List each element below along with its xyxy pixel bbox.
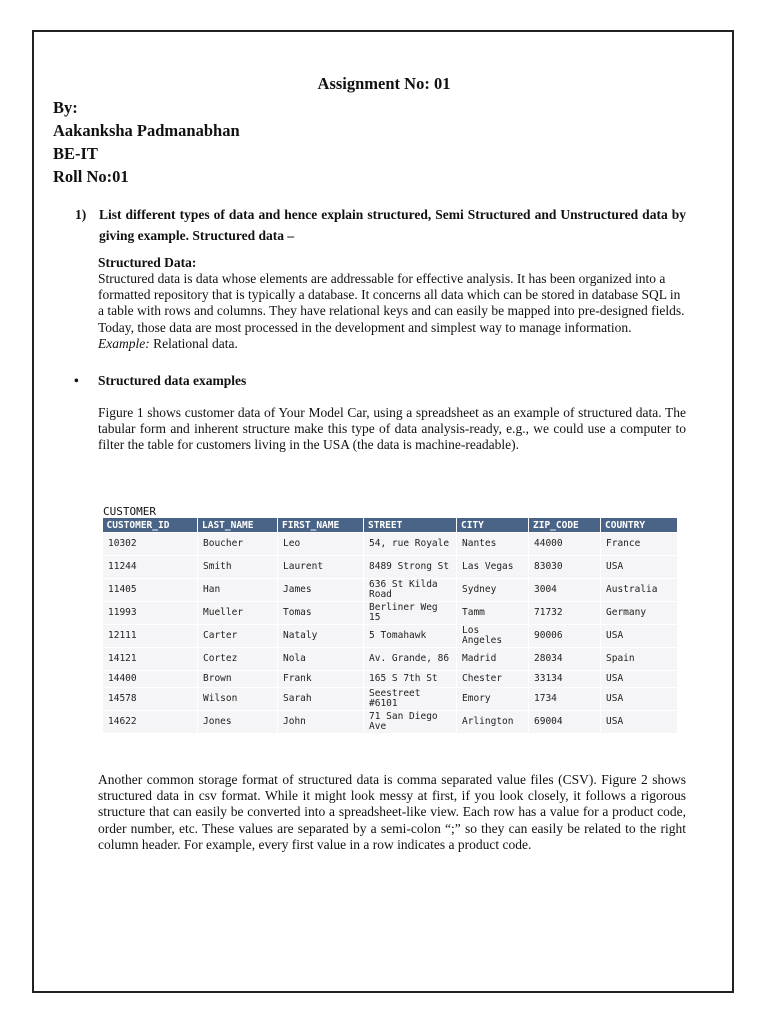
table-cell: James [278, 579, 364, 602]
example-text: Relational data. [153, 335, 238, 351]
table-cell: Carter [198, 625, 278, 648]
by-label: By: [53, 98, 78, 117]
csv-paragraph: Another common storage format of structured data is comma separated value files (CSV). Figure 2 shows structured data in csv format. While it might look messy at first, if you look closely, it follows a rigorous structure that can easily be converted into a spreadsheet-like view. Each row has a value for a product code, order number, etc. These values are separated by a semi-colon “;” so they can easily be related to the right column header. For example, every first value in a row indicates a product code. [98, 772, 686, 852]
table-cell: 33134 [529, 671, 601, 688]
table-cell: Nola [278, 648, 364, 671]
table-cell: Av. Grande, 86 [364, 648, 457, 671]
table-cell: Cortez [198, 648, 278, 671]
table-cell: Tamm [457, 602, 529, 625]
table-cell: USA [601, 671, 678, 688]
table-cell: Australia [601, 579, 678, 602]
table-cell: Los Angeles [457, 625, 529, 648]
table-row [103, 648, 678, 671]
table-row [103, 533, 678, 556]
table-cell: Jones [198, 711, 278, 734]
department: BE-IT [53, 144, 98, 163]
table-cell: France [601, 533, 678, 556]
table-cell: USA [601, 625, 678, 648]
table-cell: 14578 [103, 688, 198, 711]
table-row [103, 671, 678, 688]
table-cell: 11993 [103, 602, 198, 625]
table-cell: 3004 [529, 579, 601, 602]
customer-table-figure [102, 505, 677, 734]
table-cell: Seestreet #6101 [364, 688, 457, 711]
figure1-paragraph: Figure 1 shows customer data of Your Model Car, using a spreadsheet as an example of structured data. The tabular form and inherent structure make this type of data analysis-ready, e.g., we could use a computer to filter the table for customers living in the USA (the data is machine-readable). [98, 405, 686, 453]
table-row [103, 625, 678, 648]
column-header: STREET [364, 518, 457, 533]
column-header: CITY [457, 518, 529, 533]
table-cell: 71 San Diego Ave [364, 711, 457, 734]
table-cell: 14400 [103, 671, 198, 688]
table-cell: Mueller [198, 602, 278, 625]
structured-heading: Structured Data: [98, 255, 197, 270]
table-cell: 5 Tomahawk [364, 625, 457, 648]
table-cell: Nantes [457, 533, 529, 556]
bullet-icon: • [74, 373, 79, 388]
table-cell: 14121 [103, 648, 198, 671]
structured-text: Structured data is data whose elements are addressable for effective analysis. It has been organized into a formatted repository that is typically a database. It concerns all data which can be stored in database SQL in a table with rows and columns. They have relational keys and can easily be mapped into pre-designed fields. Today, those data are most processed in the development and simplest way to manage information. [98, 271, 685, 335]
table-cell: 69004 [529, 711, 601, 734]
column-header: CUSTOMER_ID [103, 518, 198, 533]
table-cell: Sydney [457, 579, 529, 602]
table-cell: Las Vegas [457, 556, 529, 579]
table-row [103, 579, 678, 602]
table-cell: USA [601, 556, 678, 579]
table-cell: USA [601, 711, 678, 734]
table-cell: 165 S 7th St [364, 671, 457, 688]
table-cell: 90006 [529, 625, 601, 648]
customer-table [102, 518, 678, 734]
table-cell: Frank [278, 671, 364, 688]
table-cell: Emory [457, 688, 529, 711]
examples-heading: Structured data examples [98, 373, 247, 388]
table-cell: Nataly [278, 625, 364, 648]
roll-number: Roll No:01 [53, 167, 129, 186]
table-cell: Brown [198, 671, 278, 688]
table-cell: Boucher [198, 533, 278, 556]
question-1 [75, 204, 686, 246]
column-header: COUNTRY [601, 518, 678, 533]
table-cell: Laurent [278, 556, 364, 579]
table-cell: Sarah [278, 688, 364, 711]
table-cell: Tomas [278, 602, 364, 625]
table-cell: 44000 [529, 533, 601, 556]
table-cell: 14622 [103, 711, 198, 734]
table-cell: Madrid [457, 648, 529, 671]
table-cell: John [278, 711, 364, 734]
table-cell: 636 St Kilda Road [364, 579, 457, 602]
table-cell: USA [601, 688, 678, 711]
table-caption: CUSTOMER [103, 505, 156, 518]
example-label: Example: [98, 335, 150, 351]
table-cell: 8489 Strong St [364, 556, 457, 579]
table-cell: Han [198, 579, 278, 602]
author-name: Aakanksha Padmanabhan [53, 121, 240, 140]
table-cell: Chester [457, 671, 529, 688]
table-cell: Leo [278, 533, 364, 556]
column-header: FIRST_NAME [278, 518, 364, 533]
table-header-row [103, 518, 678, 533]
table-cell: Arlington [457, 711, 529, 734]
table-row [103, 556, 678, 579]
structured-body [98, 271, 686, 352]
table-cell: 28034 [529, 648, 601, 671]
table-cell: 10302 [103, 533, 198, 556]
table-row [103, 711, 678, 734]
table-row [103, 688, 678, 711]
table-cell: Smith [198, 556, 278, 579]
table-cell: Wilson [198, 688, 278, 711]
column-header: LAST_NAME [198, 518, 278, 533]
table-cell: Berliner Weg 15 [364, 602, 457, 625]
table-cell: 11244 [103, 556, 198, 579]
table-cell: 54, rue Royale [364, 533, 457, 556]
assignment-title: Assignment No: 01 [317, 74, 451, 93]
table-cell: 83030 [529, 556, 601, 579]
table-cell: 12111 [103, 625, 198, 648]
table-cell: Germany [601, 602, 678, 625]
question-text: List different types of data and hence explain structured, Semi Structured and Unstructured data by giving example. Structured data – [99, 207, 686, 243]
table-row [103, 602, 678, 625]
table-cell: Spain [601, 648, 678, 671]
column-header: ZIP_CODE [529, 518, 601, 533]
table-cell: 1734 [529, 688, 601, 711]
question-number: 1) [75, 207, 87, 222]
table-cell: 71732 [529, 602, 601, 625]
table-cell: 11405 [103, 579, 198, 602]
